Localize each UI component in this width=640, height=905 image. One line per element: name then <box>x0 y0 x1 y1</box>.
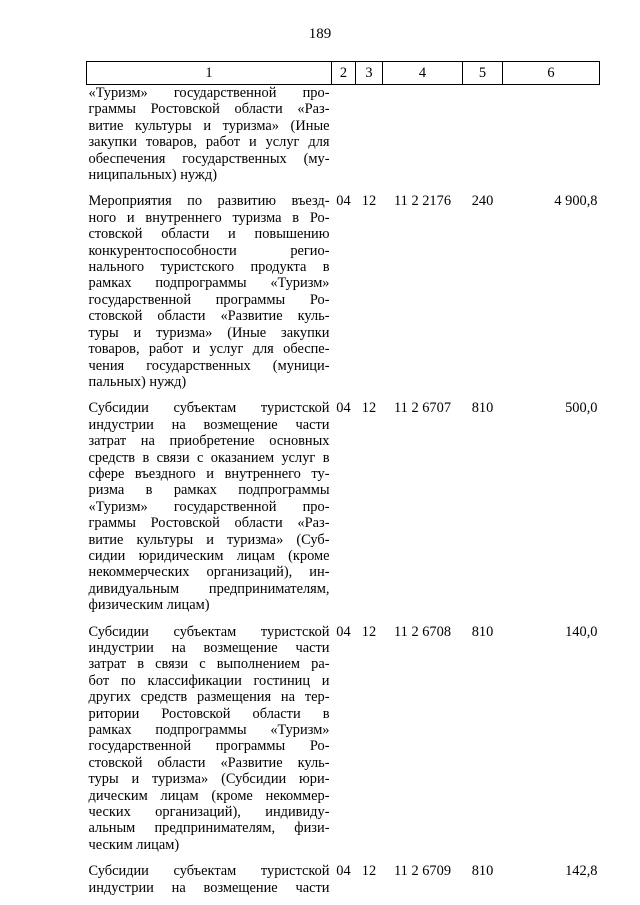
description-line: индустрии на возмещение части <box>88 879 330 896</box>
description-line: сидии юридическим лицам (кроме <box>88 547 330 564</box>
description-line: альным предпринимателям, физи- <box>88 820 330 837</box>
description-line: ного и внутреннего туризма в Ро- <box>88 209 330 226</box>
section-code <box>332 85 356 184</box>
column-number-header <box>87 62 600 85</box>
row-description <box>87 863 332 896</box>
description-line: физическим лицам) <box>88 597 210 614</box>
description-line: затрат в связи с выполнением ра- <box>88 656 330 673</box>
description-line: закупки товаров, работ и услуг для <box>88 134 330 151</box>
table-row <box>87 863 600 896</box>
description-line: индустрии на возмещение части <box>88 640 330 656</box>
expense-type-code <box>463 85 503 184</box>
expense-type-code: 240 <box>471 193 494 210</box>
table-row <box>87 400 600 613</box>
section-code: 04 <box>336 400 351 417</box>
description-line: индустрии на возмещение части <box>88 416 330 433</box>
amount-value: 140,0 <box>565 623 598 640</box>
table-row <box>87 85 600 184</box>
description-line: сфере въездного и внутреннего ту- <box>88 465 330 482</box>
column-header: 4 <box>383 62 463 85</box>
description-line: туры и туризма» (Иные закупки <box>88 324 330 341</box>
amount-value: 500,0 <box>565 400 598 417</box>
description-line: ниципальных) нужд) <box>88 167 217 184</box>
description-line: «Туризм» государственной про- <box>88 498 330 515</box>
amount-value: 142,8 <box>565 863 598 880</box>
row-description <box>87 193 332 390</box>
row-spacer <box>87 183 600 193</box>
row-spacer <box>87 390 600 400</box>
description-line: граммы Ростовской области «Раз- <box>88 101 330 118</box>
description-line: стовской области «Развитие куль- <box>88 754 330 771</box>
subsection-code: 12 <box>361 400 377 417</box>
amount-value: 4 900,8 <box>554 193 598 210</box>
description-line: пальных) нужд) <box>88 373 187 390</box>
section-code: 04 <box>336 623 351 640</box>
description-line: туры и туризма» (Субсидии юри- <box>88 771 330 788</box>
description-line: товаров, работ и услуг для обеспе- <box>88 341 330 358</box>
column-header: 2 <box>332 62 356 85</box>
subsection-code <box>356 85 383 184</box>
description-line: обеспечения государственных (му- <box>88 150 330 167</box>
description-line: Субсидии субъектам туристской <box>88 863 330 880</box>
description-line: граммы Ростовской области «Раз- <box>88 515 330 532</box>
subsection-code: 12 <box>361 193 377 210</box>
description-line: Мероприятия по развитию въезд- <box>88 193 330 210</box>
section-code: 04 <box>336 863 351 880</box>
description-line: витие культуры и туризма» (Иные <box>88 117 330 134</box>
description-line: Субсидии субъектам туристской <box>88 400 330 417</box>
description-line: дивидуальным предпринимателям, <box>88 580 330 597</box>
row-spacer <box>87 614 600 624</box>
row-description <box>87 624 332 854</box>
description-line: средств в связи с оказанием услуг в <box>88 449 330 466</box>
description-line: некоммерческих организаций), ин- <box>88 564 330 581</box>
description-line: Субсидии субъектам туристской <box>88 623 330 640</box>
target-article-code: 11 2 6707 <box>393 400 452 417</box>
column-header: 3 <box>356 62 383 85</box>
table-row <box>87 193 600 390</box>
description-line: затрат на приобретение основных <box>88 433 330 450</box>
target-article-code: 11 2 6709 <box>393 863 452 880</box>
target-article-code: 11 2 6708 <box>393 623 452 640</box>
row-description <box>87 85 332 184</box>
row-spacer <box>87 853 600 863</box>
column-header: 1 <box>87 62 332 85</box>
description-line: ческих организаций), индивиду- <box>88 804 330 821</box>
description-line: витие культуры и туризма» (Суб- <box>88 531 330 548</box>
row-description <box>87 400 332 613</box>
target-article-code: 11 2 2176 <box>393 193 452 210</box>
description-line: ческим лицам) <box>88 836 180 853</box>
target-article-code <box>383 85 463 184</box>
amount-value <box>503 85 600 184</box>
description-line: нального туристского продукта в <box>88 259 330 276</box>
table-row <box>87 624 600 854</box>
subsection-code: 12 <box>361 623 377 640</box>
description-line: «Туризм» государственной про- <box>88 85 330 101</box>
description-line: других средств размещения на тер- <box>88 689 330 706</box>
description-line: конкурентоспособности регио- <box>88 242 330 259</box>
description-line: ризма в рамках подпрограммы <box>88 482 330 499</box>
description-line: ритории Ростовской области в <box>88 705 330 722</box>
description-line: рамках подпрограммы «Туризм» <box>88 275 330 292</box>
page-number: 189 <box>308 26 332 42</box>
description-line: стовской области «Развитие куль- <box>88 308 330 325</box>
description-line: стовской области и повышению <box>88 226 330 243</box>
description-line: рамках подпрограммы «Туризм» <box>88 722 330 739</box>
subsection-code: 12 <box>361 863 377 880</box>
description-line: государственной программы Ро- <box>88 738 330 755</box>
description-line: государственной программы Ро- <box>88 291 330 308</box>
description-line: бот по классификации гостиниц и <box>88 672 330 689</box>
expense-type-code: 810 <box>471 623 494 640</box>
description-line: дическим лицам (кроме некоммер- <box>88 787 330 804</box>
description-line: чения государственных (муници- <box>88 357 330 374</box>
column-header: 5 <box>463 62 503 85</box>
expense-type-code: 810 <box>471 863 494 880</box>
column-header: 6 <box>503 62 600 85</box>
expense-type-code: 810 <box>471 400 494 417</box>
budget-table <box>86 61 600 896</box>
section-code: 04 <box>336 193 351 210</box>
